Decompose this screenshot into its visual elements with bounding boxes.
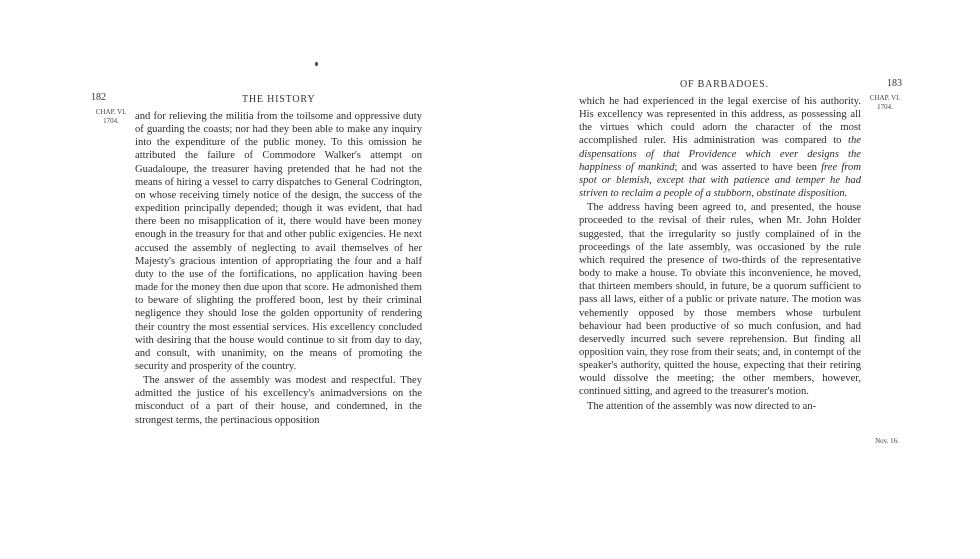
margin-note (862, 94, 908, 112)
text-run: and for relieving the militia from the toilsome and oppressive duty of guarding the coasts; nor had they been able to make any inquiry into the expenditure of the public money. To this omission he attributed the failure of Commodore Walker's attempt on Guadaloupe, the treasurer having pretended that he had not the means of hiring a vessel to carry dispatches to General Codrington, on whose receiving timely notice of the design, the success of the expedition principally depended; though it was evident, that had there been no misapplication of it, there would have been money enough in the treasury for that and other public exigencies. He next accused the assembly of neglecting to avail themselves of her Majesty's gracious intention of appropriating the four and a half duty to the use of the fortifications, no application having been made for the money then due upon that score. He admonished them to beware of slighting the proffered boon, lest by their criminal negligence they should lose the golden opportunity of rendering their country the most essential services. His excellency concluded with desiring that the house would continue to sit from day to day, and consult, with unanimity, on the means of promoting the security and prosperity of the country. (135, 111, 422, 372)
margin-note-year: 1704. (877, 103, 893, 111)
right-page (490, 0, 980, 559)
paragraph (579, 400, 861, 413)
paragraph (579, 201, 861, 398)
italic-text: free from spot or blemish, except that with patience and temper he had striven to reclaim a people of a stubborn, obstinate disposition. (579, 161, 861, 200)
text-run: The attention of the assembly was now directed to an- (587, 400, 817, 412)
running-head: OF BARBADOES. (680, 79, 769, 90)
paragraph (135, 110, 422, 373)
body-text (135, 110, 422, 427)
italic-text: the dispensations of that Providence which ever designs the happiness of mankind (579, 135, 861, 173)
margin-note-year: 1704. (103, 117, 119, 125)
text-run: The answer of the assembly was modest and respectful. They admitted the justice of his excellency's animadversions on the misconduct of a part of their house, and condemned, in the strongest terms, the pertinacious opposition (135, 375, 422, 426)
body-text (579, 95, 861, 413)
margin-note-date: Nov. 16. (875, 437, 899, 445)
running-head: THE HISTORY (242, 94, 316, 105)
text-run: ; and was asserted to have been (674, 161, 822, 173)
margin-note-chapter: CHAP. VI. (869, 94, 901, 102)
paragraph (135, 374, 422, 427)
paragraph (579, 95, 861, 200)
page-number: 182 (91, 92, 106, 103)
margin-note (88, 108, 134, 126)
text-run: which he had experienced in the legal exercise of his authority. His excellency was represented in this address, as possessing all the virtues which could adorn the character of the most accomplished ruler. His administration was compared to (579, 96, 861, 147)
text-run: The address having been agreed to, and presented, the house proceeded to the revisal of their rules, when Mr. John Holder suggested, that the irregularity so justly complained of in the proceedings of the late assembly, was occasioned by the rule which required the presence of two-thirds of the representative body to make a house. To obviate this inconvenience, he moved, that thirteen members should, in future, be a quorum sufficient to pass all laws, either of a public or private nature. The motion was vehemently opposed by those members whose turbulent behaviour had been productive of so much confusion, and had deservedly incurred such severe reprehension. But finding all opposition vain, they rose from their seats; and, in contempt of the speaker's authority, quitted the house, expecting that their retiring would dissolve the meeting; the other members, however, continued sitting, and agreed to the treasurer's motion. (579, 202, 861, 398)
margin-note-chapter: CHAP. VI. (95, 108, 127, 116)
page-number: 183 (887, 78, 902, 89)
scan-speck (315, 62, 318, 66)
